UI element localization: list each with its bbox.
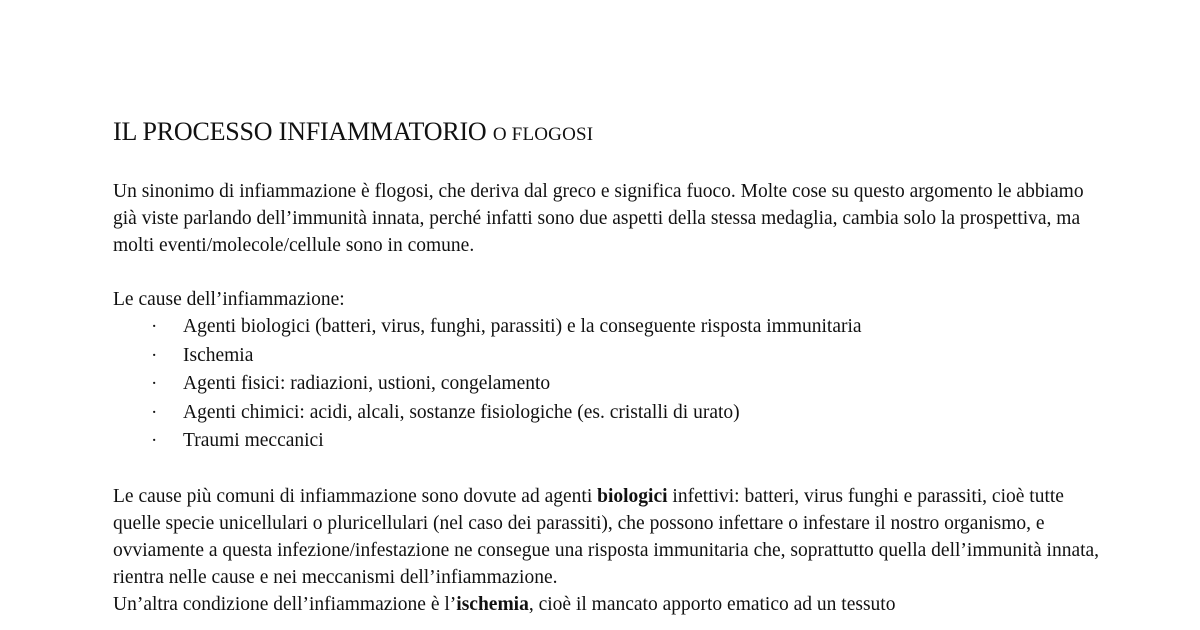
list-item: [113, 399, 1103, 428]
document-body: [113, 114, 1103, 618]
causes-list: [113, 313, 1103, 456]
bold-term-ischemia: ischemia: [456, 593, 529, 615]
list-item-text: Agenti fisici: radiazioni, ustioni, congelamento: [183, 373, 551, 394]
list-item-text: Agenti biologici (batteri, virus, funghi, parassiti) e la conseguente risposta immunitaria: [183, 316, 862, 337]
bullet-icon: ·: [151, 401, 158, 423]
list-item-text: Agenti chimici: acidi, alcali, sostanze fisiologiche (es. cristalli di urato): [183, 401, 740, 423]
bold-term-biologici: biologici: [597, 485, 668, 507]
list-item-text: Ischemia: [183, 344, 254, 366]
causes-label: Le cause dell’infiammazione:: [113, 289, 345, 310]
title-main: IL PROCESSO INFIAMMATORIO: [113, 117, 487, 146]
biological-causes-paragraph: Le cause più comuni di infiammazione sono dovute ad agenti biologici infettivi: batteri, virus funghi e parassiti, cioè tutte quelle specie unicellulari o pluricellulari (nel caso dei parassiti), che possono infettare o infestare il nostro organismo, e ovviamente a questa infezione/infestazione ne consegue una risposta immunitaria che, soprattutto quella dell’immunità innata, rientra nelle cause e nei meccanismi dell’infiammazione.: [113, 485, 1100, 588]
list-item-text: Traumi meccanici: [183, 430, 324, 451]
bullet-icon: ·: [151, 344, 158, 366]
ischemia-paragraph: Un’altra condizione dell’infiammazione è l’ischemia, cioè il mancato apporto ematico ad un tessuto: [113, 593, 896, 615]
list-item: [113, 313, 1103, 342]
list-item: [113, 427, 1103, 456]
list-item: [113, 370, 1103, 399]
document-title: [113, 114, 1103, 153]
bullet-icon: ·: [151, 373, 158, 394]
list-item: [113, 342, 1103, 371]
bullet-icon: ·: [151, 430, 158, 451]
title-subtitle: O FLOGOSI: [492, 124, 594, 145]
intro-paragraph: Un sinonimo di infiammazione è flogosi, che deriva dal greco e significa fuoco. Molte cose su questo argomento le abbiamo già viste parlando dell’immunità innata, perché infatti sono due aspetti della stessa medaglia, cambia solo la prospettiva, ma molti eventi/molecole/cellule sono in comune.: [113, 181, 1084, 256]
bullet-icon: ·: [151, 316, 158, 337]
